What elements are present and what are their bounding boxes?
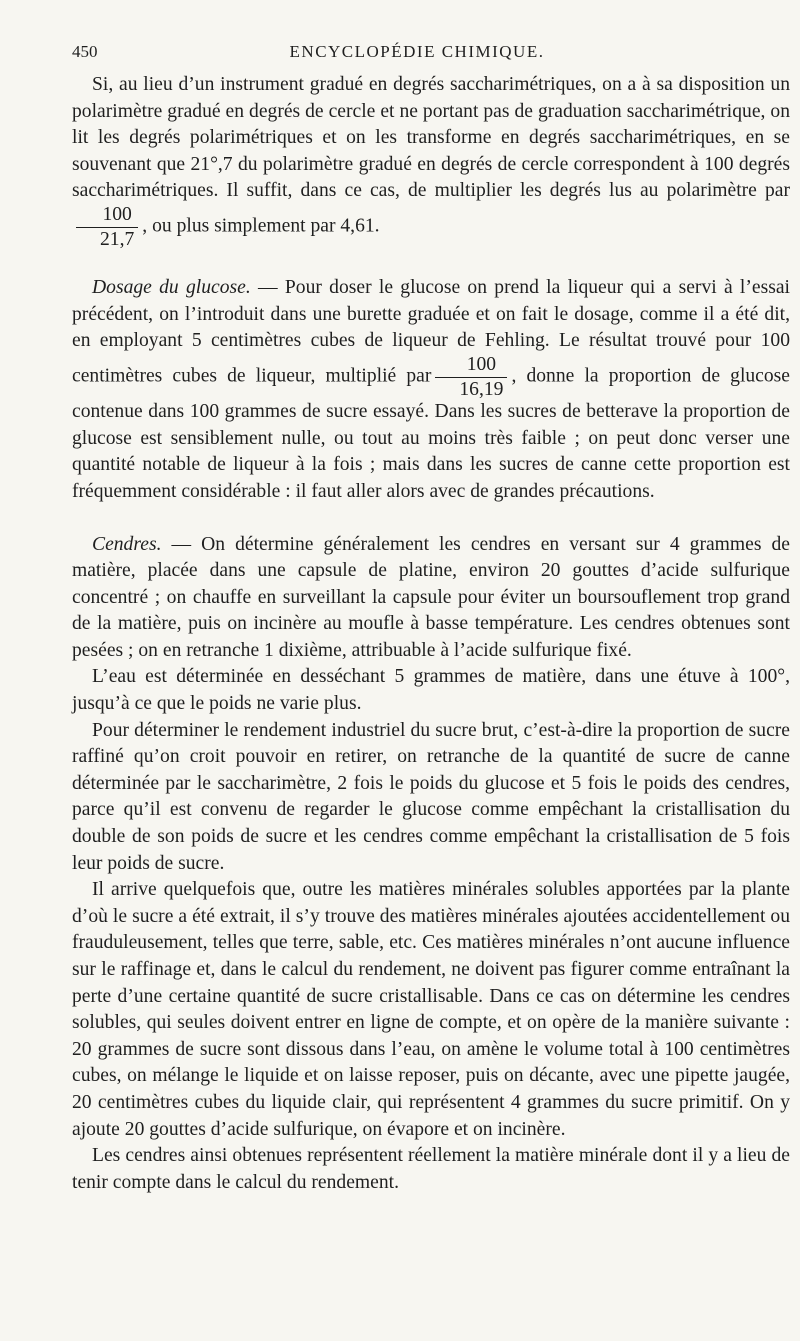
fraction-numerator: 100 bbox=[466, 353, 497, 375]
paragraph-yield: Pour déterminer le rendement industriel du sucre brut, c’est-à-dire la proportion de sucre raffiné qu’on croit pouvoir en retirer, on retranche de la quantité de sucre de canne déterminée par le saccharimètre, 2 fois le poids du glucose et 5 fois le poids des cendres, parce qu’il est convenu de regarder le glucose comme empêchant la cristallisation du double de son poids de sucre et les cendres comme empêchant la cristallisation de 5 fois leur poids de sucre. bbox=[72, 719, 790, 874]
paragraph-mineral-matter: Il arrive quelquefois que, outre les matières minérales solubles apportées par la plante d’où le sucre a été extrait, il s’y trouve des matières minérales ajoutées accidentellement ou frauduleusement, telles que terre, sable, etc. Ces matières minérales n’ont aucune influence sur le raffinage et, dans le calcul du rendement, ne doivent pas figurer comme entraînant la perte d’une certaine quantité de sucre cristallisable. Dans ce cas on détermine les cendres solubles, qui seules doivent entrer en ligne de compte, et on opère de la manière suivante : 20 grammes de sucre sont dissous dans l’eau, on amène le volume total à 100 centimètres cubes, on mélange le liquide et on laisse reposer, puis on décante, avec une pipette jaugée, 20 centimètres cubes du liquide clair, qui représentent 4 grammes du sucre primitif. On y ajoute 20 gouttes d’acide sulfurique, on évapore et on incinère. bbox=[72, 879, 790, 1140]
fraction-numerator: 100 bbox=[102, 203, 132, 225]
section-title-glucose: Dosage du glucose. bbox=[92, 277, 251, 299]
page-number: 450 bbox=[72, 42, 98, 61]
page-body bbox=[72, 72, 790, 1196]
paragraph-text-tail: , donne la proportion de glucose contenue dans 100 grammes de sucre essayé. Dans les sucres de betterave la proportion de glucose est sensiblement nulle, ou tout au moins très faible ; on peut donc verser une quantité notable de liqueur à la fois ; mais dans les sucres de canne cette proportion est fréquemment considérable : il faut aller alors avec de grandes précautions. bbox=[72, 365, 790, 502]
paragraph-glucose bbox=[72, 275, 790, 505]
section-title-ashes: Cendres. bbox=[92, 533, 162, 555]
fraction-100-over-16-19 bbox=[435, 355, 507, 399]
paragraph-text-tail: , ou plus simplement par 4,61. bbox=[142, 215, 380, 237]
paragraph-water: L’eau est déterminée en desséchant 5 grammes de matière, dans une étuve à 100°, jusqu’à ce que le poids ne varie plus. bbox=[72, 666, 790, 715]
paragraph-text: — Pour doser le glucose on prend la liqueur qui a servi à l’essai précédent, on l’introduit dans une burette graduée et on fait le dosage, comme il a été dit, en employant 5 centimètres cubes de liqueur de Fehling. Le résultat trouvé pour 100 centimètres cubes de liqueur, multiplié par bbox=[72, 277, 790, 387]
fraction-denominator: 21,7 bbox=[76, 227, 138, 250]
fraction-100-over-21-7 bbox=[76, 205, 138, 249]
paragraph-text: Si, au lieu d’un instrument gradué en degrés saccharimétriques, on a à sa disposition un polarimètre gradué en degrés de cercle et ne portant pas de graduation saccharimétrique, on lit les degrés polarimétriques et on les transforme en degrés saccharimétriques, en se souvenant que 21°,7 du polarimètre gradué en degrés de cercle correspondent à 100 degrés saccharimétriques. Il suffit, dans ce cas, de multiplier les degrés lus au polarimètre par bbox=[72, 74, 790, 202]
paragraph-ashes bbox=[72, 532, 790, 665]
page-header bbox=[72, 42, 762, 66]
paragraph-conclusion: Les cendres ainsi obtenues représentent réellement la matière minérale dont il y a lieu de tenir compte dans le calcul du rendement. bbox=[72, 1145, 790, 1193]
fraction-denominator: 16,19 bbox=[435, 377, 507, 400]
running-head: ENCYCLOPÉDIE CHIMIQUE. bbox=[289, 42, 545, 61]
paragraph-polarimeter bbox=[72, 72, 790, 249]
paragraph-text: — On détermine généralement les cendres en versant sur 4 grammes de matière, placée dans une capsule de platine, environ 20 gouttes d’acide sulfurique concentré ; on chauffe en surveillant la capsule pour éviter un boursouflement trop grand de la matière, puis on incinère au moufle à basse température. Les cendres obtenues sont pesées ; on en retranche 1 dixième, attribuable à l’acide sulfurique fixé. bbox=[72, 533, 790, 661]
